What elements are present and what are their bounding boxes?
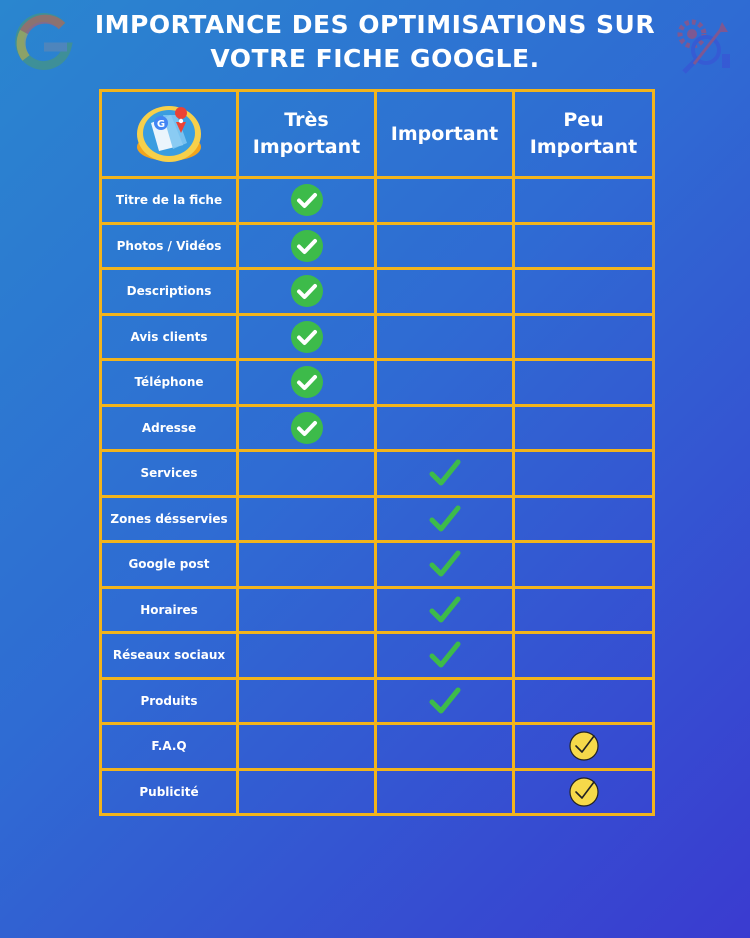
cell-tres (238, 678, 376, 724)
header-tres-important (238, 91, 376, 178)
row-label: Produits (101, 678, 238, 724)
cell-tres (238, 633, 376, 679)
cell-important (376, 769, 514, 815)
green-circle-check-icon (290, 183, 324, 217)
cell-peu (514, 678, 654, 724)
table-row (101, 314, 654, 360)
row-label: F.A.Q (101, 724, 238, 770)
row-label: Descriptions (101, 269, 238, 315)
table-row (101, 178, 654, 224)
yellow-circle-check-icon (568, 776, 600, 808)
cell-peu (514, 724, 654, 770)
cell-tres (238, 769, 376, 815)
row-label: Adresse (101, 405, 238, 451)
green-check-icon (428, 640, 462, 670)
cell-tres (238, 542, 376, 588)
table-row (101, 633, 654, 679)
cell-tres (238, 314, 376, 360)
row-label: Google post (101, 542, 238, 588)
cell-important (376, 678, 514, 724)
cell-important (376, 178, 514, 224)
row-label: Avis clients (101, 314, 238, 360)
table-row (101, 678, 654, 724)
google-g-logo-icon (12, 12, 74, 74)
title-line-2: VOTRE FICHE GOOGLE. (210, 44, 540, 73)
row-label: Horaires (101, 587, 238, 633)
optimization-table (99, 89, 655, 816)
green-circle-check-icon (290, 229, 324, 263)
cell-peu (514, 633, 654, 679)
row-label: Publicité (101, 769, 238, 815)
cell-tres (238, 451, 376, 497)
cell-tres (238, 496, 376, 542)
green-circle-check-icon (290, 274, 324, 308)
cell-important (376, 360, 514, 406)
cell-important (376, 633, 514, 679)
cell-important (376, 405, 514, 451)
svg-text:G: G (156, 119, 166, 130)
yellow-circle-check-icon (568, 730, 600, 762)
table-row (101, 587, 654, 633)
row-label: Zones désservies (101, 496, 238, 542)
seo-gear-magnifier-icon (672, 14, 738, 76)
row-label: Photos / Vidéos (101, 223, 238, 269)
header-tres-line1: Très (284, 109, 329, 131)
cell-peu (514, 178, 654, 224)
cell-tres (238, 178, 376, 224)
cell-peu (514, 405, 654, 451)
green-check-icon (428, 504, 462, 534)
header-peu-line2: Important (529, 136, 638, 158)
cell-peu (514, 269, 654, 315)
table-row (101, 724, 654, 770)
table-row (101, 405, 654, 451)
cell-peu (514, 360, 654, 406)
cell-important (376, 496, 514, 542)
cell-important (376, 587, 514, 633)
cell-peu (514, 542, 654, 588)
cell-tres (238, 269, 376, 315)
header-important-line1: Important (390, 122, 499, 145)
cell-tres (238, 405, 376, 451)
table-row (101, 269, 654, 315)
row-label: Titre de la fiche (101, 178, 238, 224)
cell-peu (514, 451, 654, 497)
cell-tres (238, 360, 376, 406)
header-important (376, 91, 514, 178)
cell-tres (238, 724, 376, 770)
green-check-icon (428, 458, 462, 488)
cell-peu (514, 314, 654, 360)
table-row (101, 542, 654, 588)
green-circle-check-icon (290, 411, 324, 445)
google-maps-icon (133, 103, 205, 165)
green-check-icon (428, 686, 462, 716)
cell-important (376, 223, 514, 269)
table-row (101, 451, 654, 497)
header-row (101, 91, 654, 178)
cell-tres (238, 587, 376, 633)
header-peu-important (514, 91, 654, 178)
green-circle-check-icon (290, 320, 324, 354)
cell-important (376, 542, 514, 588)
cell-important (376, 451, 514, 497)
table-row (101, 223, 654, 269)
cell-important (376, 269, 514, 315)
title-line-1: IMPORTANCE DES OPTIMISATIONS SUR (94, 10, 656, 39)
green-check-icon (428, 549, 462, 579)
table-row (101, 360, 654, 406)
cell-peu (514, 769, 654, 815)
row-label: Services (101, 451, 238, 497)
cell-peu (514, 223, 654, 269)
header-tres-line2: Important (252, 136, 361, 158)
row-label: Téléphone (101, 360, 238, 406)
table-row (101, 769, 654, 815)
cell-important (376, 314, 514, 360)
cell-tres (238, 223, 376, 269)
page-title (0, 8, 750, 76)
header-peu-line1: Peu (563, 109, 604, 131)
cell-important (376, 724, 514, 770)
row-label: Réseaux sociaux (101, 633, 238, 679)
green-circle-check-icon (290, 365, 324, 399)
green-check-icon (428, 595, 462, 625)
header-icon-cell (101, 91, 238, 178)
cell-peu (514, 496, 654, 542)
cell-peu (514, 587, 654, 633)
table-row (101, 496, 654, 542)
